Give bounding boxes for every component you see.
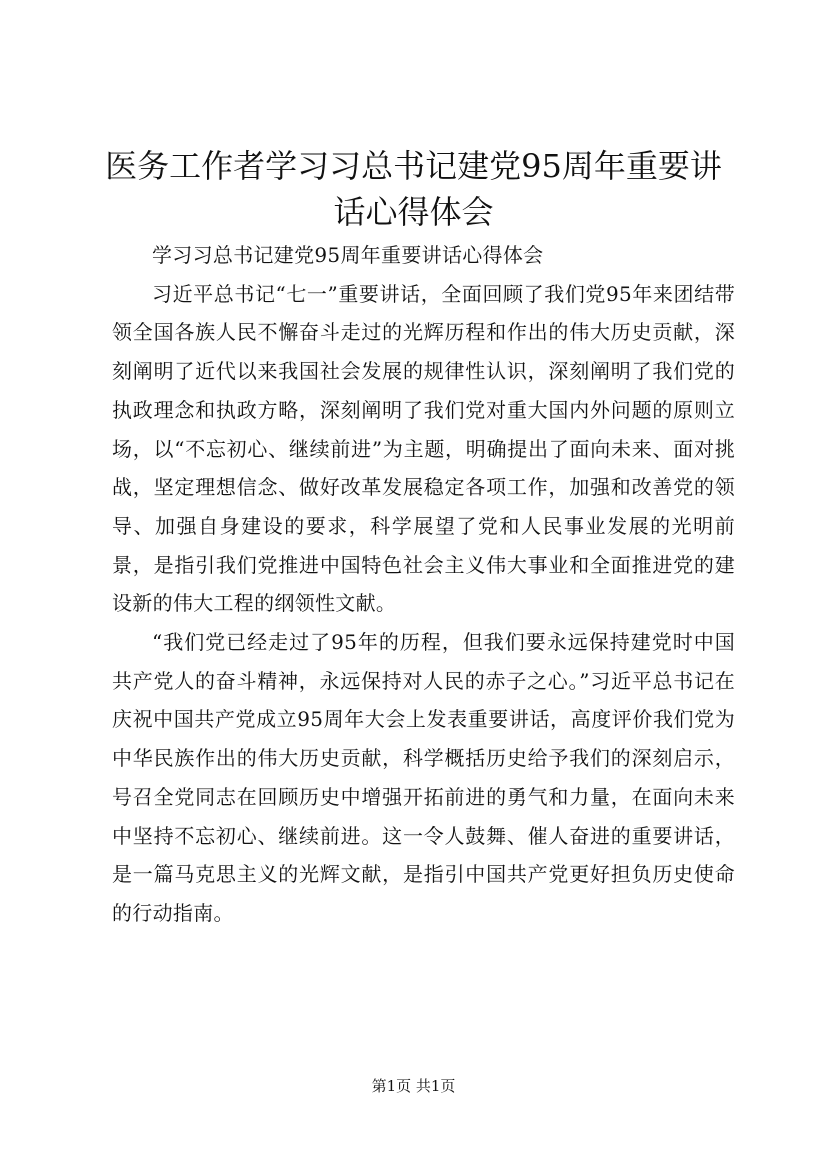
paragraph-1: 习近平总书记“七一”重要讲话，全面回顾了我们党95年来团结带领全国各族人民不懈奋斗走过的光辉历程和作出的伟大历史贡献，深刻阐明了近代以来我国社会发展的规律性认识，深刻阐明了我们党的执政理念和执政方略，深刻阐明了我们党对重大国内外问题的原则立场，以“不忘初心、继续前进”为主题，明确提出了面向未来、面对挑战，坚定理想信念、做好改革发展稳定各项工作，加强和改善党的领导、加强自身建设的要求，科学展望了党和人民事业发展的光明前景，是指引我们党推进中国特色社会主义伟大事业和全面推进党的建设新的伟大工程的纲领性文献。 xyxy=(112,281,735,616)
document-subtitle: 学习习总书记建党95周年重要讲话心得体会 xyxy=(152,243,544,267)
document-body xyxy=(112,236,735,933)
document-title: 医务工作者学习习总书记建党95周年重要讲话心得体会 xyxy=(105,147,722,231)
paragraph-2: “我们党已经走过了95年的历程，但我们要永远保持建党时中国共产党人的奋斗精神，永远保持对人民的赤子之心。”习近平总书记在庆祝中国共产党成立95周年大会上发表重要讲话，高度评价我们党为中华民族作出的伟大历史贡献，科学概括历史给予我们的深刻启示，号召全党同志在回顾历史中增强开拓前进的勇气和力量，在面向未来中坚持不忘初心、继续前进。这一令人鼓舞、催人奋进的重要讲话，是一篇马克思主义的光辉文献，是指引中国共产党更好担负历史使命的行动指南。 xyxy=(112,630,735,925)
page-number-footer: 第1页 共1页 xyxy=(371,1077,456,1095)
